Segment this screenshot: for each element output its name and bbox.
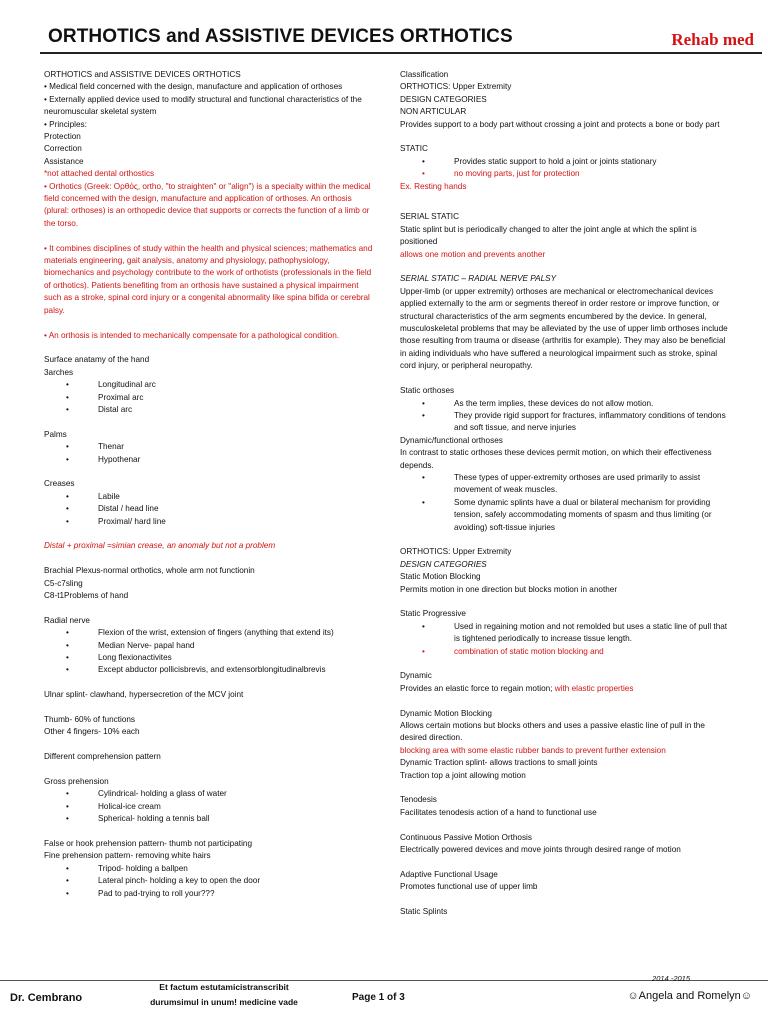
page-header	[0, 0, 768, 56]
subheading: Radial nerve	[44, 615, 90, 625]
paragraph: False or hook prehension pattern- thumb not participating	[44, 838, 252, 848]
list-item: • Longitudinal arc	[44, 379, 376, 391]
subheading: Creases	[44, 479, 75, 489]
note: Distal + proximal =simian crease, an anomaly but not a problem	[44, 541, 276, 551]
list-palms	[44, 441, 376, 466]
list-radial	[44, 627, 376, 677]
list-item: • Long flexionactivites	[44, 652, 376, 664]
list-item: • Spherical- holding a tennis ball	[44, 813, 376, 825]
paragraph: Brachial Plexus-normal orthotics, whole arm not functionin	[44, 566, 255, 576]
paragraph: Allows certain motions but blocks others and uses a passive elastic line of pull in the desired direction.	[400, 721, 705, 743]
note: Ex. Resting hands	[400, 181, 467, 191]
subheading: Tenodesis	[400, 795, 437, 805]
paragraph: C5-c7sling	[44, 578, 83, 588]
paragraph-part: Patients benefiting from an orthosis have sustained a physical impairment such as a stroke, spinal cord injury or a congenital abnormality like spina bifida or cerebral palsy.	[44, 280, 370, 315]
subheading: Static Motion Blocking	[400, 572, 481, 582]
paragraph: Facilitates tenodesis action of a hand to functional use	[400, 807, 597, 817]
paragraph: Other 4 fingers- 10% each	[44, 727, 140, 737]
subheading: Adaptive Functional Usage	[400, 869, 498, 879]
brand-label: Rehab med	[671, 30, 754, 49]
paragraph: Provides support to a body part without crossing a joint and protects a bone or body part	[400, 119, 720, 129]
list-static	[400, 156, 730, 181]
paragraph: • Orthotics (Greek: Ορθός, ortho, "to straighten" or "align") is a specialty within the medical field concerned with the design, manufacture and application of orthoses. An orthosis (plural: orthoses) is an orthopedic device that supports or corrects the function of a limb or the torso.	[44, 181, 371, 228]
paragraph: Ulnar splint- clawhand, hypersecretion of the MCV joint	[44, 690, 244, 700]
subheading: Dynamic Motion Blocking	[400, 708, 492, 718]
list-item: • These types of upper-extremity orthoses are used primarily to assist movement of weak muscles.	[400, 472, 730, 497]
credit-line: ☺Angela and Romelyn☺	[627, 990, 752, 1002]
page-number: Page 1 of 3	[352, 992, 405, 1003]
paragraph: Different comprehension pattern	[44, 752, 161, 762]
list-dynamic-orthoses	[400, 472, 730, 534]
note: blocking area with some elastic rubber bands to prevent further extension	[400, 745, 666, 755]
list-arches	[44, 379, 376, 416]
list-item: • Labile	[44, 491, 376, 503]
paragraph: 3arches	[44, 367, 74, 377]
subheading: Gross prehension	[44, 776, 109, 786]
list-item: • Tripod- holding a ballpen	[44, 863, 376, 875]
paragraph: In contrast to static orthoses these devices permit motion, on which their effectiveness depends.	[400, 448, 712, 470]
page-footer	[0, 968, 768, 1024]
paragraph: Classification	[400, 70, 449, 79]
paragraph: DESIGN CATEGORIES	[400, 559, 487, 569]
paragraph: Traction top a joint allowing motion	[400, 770, 526, 780]
list-item: • Flexion of the wrist, extension of fingers (anything that extend its)	[44, 627, 376, 639]
list-gross	[44, 788, 376, 825]
subheading: Static orthoses	[400, 386, 455, 396]
subheading: SERIAL STATIC – RADIAL NERVE PALSY	[400, 274, 557, 284]
list-item: • Some dynamic splints have a dual or bilateral mechanism for providing tension, safely accommodating moments of spasm and thus limiting (or avoiding) soft-tissue injuries	[400, 497, 730, 534]
list-fine	[44, 863, 376, 900]
list-item: • Cylindrical- holding a glass of water	[44, 788, 376, 800]
paragraph: Fine prehension pattern- removing white hairs	[44, 851, 211, 861]
subheading: Static Progressive	[400, 609, 466, 619]
list-item: • Median Nerve- papal hand	[44, 640, 376, 652]
paragraph: Static splint but is periodically changed to alter the joint angle at which the splint is positioned	[400, 224, 697, 247]
paragraph: Correction	[44, 144, 82, 154]
paragraph: • Principles:	[44, 119, 87, 129]
list-item: • Distal / head line	[44, 503, 376, 515]
header-rule	[40, 52, 762, 54]
list-item: • Proximal arc	[44, 392, 376, 404]
list-item: • Thenar	[44, 441, 376, 453]
subheading: Dynamic/functional orthoses	[400, 435, 503, 445]
list-item: • As the term implies, these devices do not allow motion.	[400, 398, 730, 410]
list-item: • Used in regaining motion and not remolded but uses a static line of pull that is tightened periodically to increase tissue length.	[400, 621, 730, 646]
paragraph: Promotes functional use of upper limb	[400, 882, 538, 892]
note: *not attached dental orthostics	[44, 169, 155, 179]
paragraph-part: • It combines disciplines of study within the health and physical sciences; mathematics and materials engineering, gait analysis, anatomy and physiology, pathophysiology, biomechanics and psychology contribute to the work of orthotists (professionals in the field of orthotics).	[44, 243, 373, 290]
document-title: ORTHOTICS and ASSISTIVE DEVICES ORTHOTICS	[48, 26, 513, 47]
subheading: Continuous Passive Motion Orthosis	[400, 832, 532, 842]
subheading: Surface anatamy of the hand	[44, 355, 150, 365]
subheading: Palms	[44, 429, 67, 439]
list-item: • Provides static support to hold a joint or joints stationary	[400, 156, 730, 168]
paragraph: • Externally applied device used to modify structural and functional characteristics of the neuromuscular skeletal system	[44, 94, 362, 117]
paragraph: • An orthosis is intended to mechanically compensate for a pathological condition.	[44, 330, 340, 340]
list-item: • Pad to pad-trying to roll your???	[44, 888, 376, 900]
section-heading: ORTHOTICS and ASSISTIVE DEVICES ORTHOTICS	[44, 70, 241, 79]
paragraph: Upper-limb (or upper extremity) orthoses are mechanical or electromechanical devices applied externally to the arm or segments thereof in order restore or improve function, or structural characteristics of the arm segments encumbered by the device. In general, musculoskeletal problems that may be alleviated by the use of upper limb orthoses include those resulting from trauma or disease (arthritis for example). They may also be beneficial in aiding individuals who have suffered a neurological impairment such as stroke, spinal cord injury, or peripheral neuropathy.	[400, 286, 728, 371]
paragraph: Electrically powered devices and move joints through desired range of motion	[400, 845, 681, 855]
author-name: Dr. Cembrano	[10, 992, 83, 1004]
paragraph: ORTHOTICS: Upper Extremity	[400, 547, 512, 557]
list-item: • combination of static motion blocking and	[400, 646, 730, 658]
list-creases	[44, 491, 376, 528]
list-item: • They provide rigid support for fractures, inflammatory conditions of tendons and soft tissue, and nerve injuries	[400, 410, 730, 435]
list-static-orthoses	[400, 398, 730, 435]
paragraph	[44, 243, 376, 317]
paragraph: Assistance	[44, 156, 84, 166]
list-item: • Holical-ice cream	[44, 801, 376, 813]
note: allows one motion and prevents another	[400, 249, 546, 259]
subheading: Static Splints	[400, 907, 448, 917]
list-item: • Hypothenar	[44, 454, 376, 466]
subheading: Dynamic	[400, 671, 432, 681]
paragraph	[400, 683, 730, 695]
list-item: • Lateral pinch- holding a key to open the door	[44, 875, 376, 887]
paragraph-part: with elastic properties	[554, 683, 634, 693]
right-column	[400, 69, 730, 918]
motto-line: durumsimul in unum! medicine vade	[150, 997, 298, 1007]
paragraph: Protection	[44, 132, 81, 142]
list-progressive	[400, 621, 730, 658]
list-item: • Distal arc	[44, 404, 376, 416]
motto-line: Et factum estutamicistranscribit	[159, 982, 289, 992]
footer-motto	[124, 980, 324, 1010]
paragraph: • Medical field concerned with the design, manufacture and application of orthoses	[44, 82, 343, 92]
paragraph: Thumb- 60% of functions	[44, 714, 136, 724]
left-column	[44, 69, 376, 900]
paragraph: DESIGN CATEGORIES	[400, 94, 487, 104]
paragraph: C8-t1Problems of hand	[44, 590, 129, 600]
paragraph: NON ARTICULAR	[400, 107, 467, 117]
list-item: • Proximal/ hard line	[44, 516, 376, 528]
paragraph: Permits motion in one direction but blocks motion in another	[400, 584, 618, 594]
subheading: SERIAL STATIC	[400, 212, 459, 222]
list-item: • Except abductor pollicisbrevis, and extensorblongitudinalbrevis	[44, 664, 376, 676]
paragraph: ORTHOTICS: Upper Extremity	[400, 82, 512, 92]
subheading: STATIC	[400, 144, 428, 154]
school-year: 2014 -2015	[652, 974, 690, 983]
list-item: • no moving parts, just for protection	[400, 168, 730, 180]
paragraph: Dynamic Traction splint- allows tractions to small joints	[400, 758, 598, 768]
paragraph-part: Provides an elastic force to regain motion;	[400, 683, 555, 693]
